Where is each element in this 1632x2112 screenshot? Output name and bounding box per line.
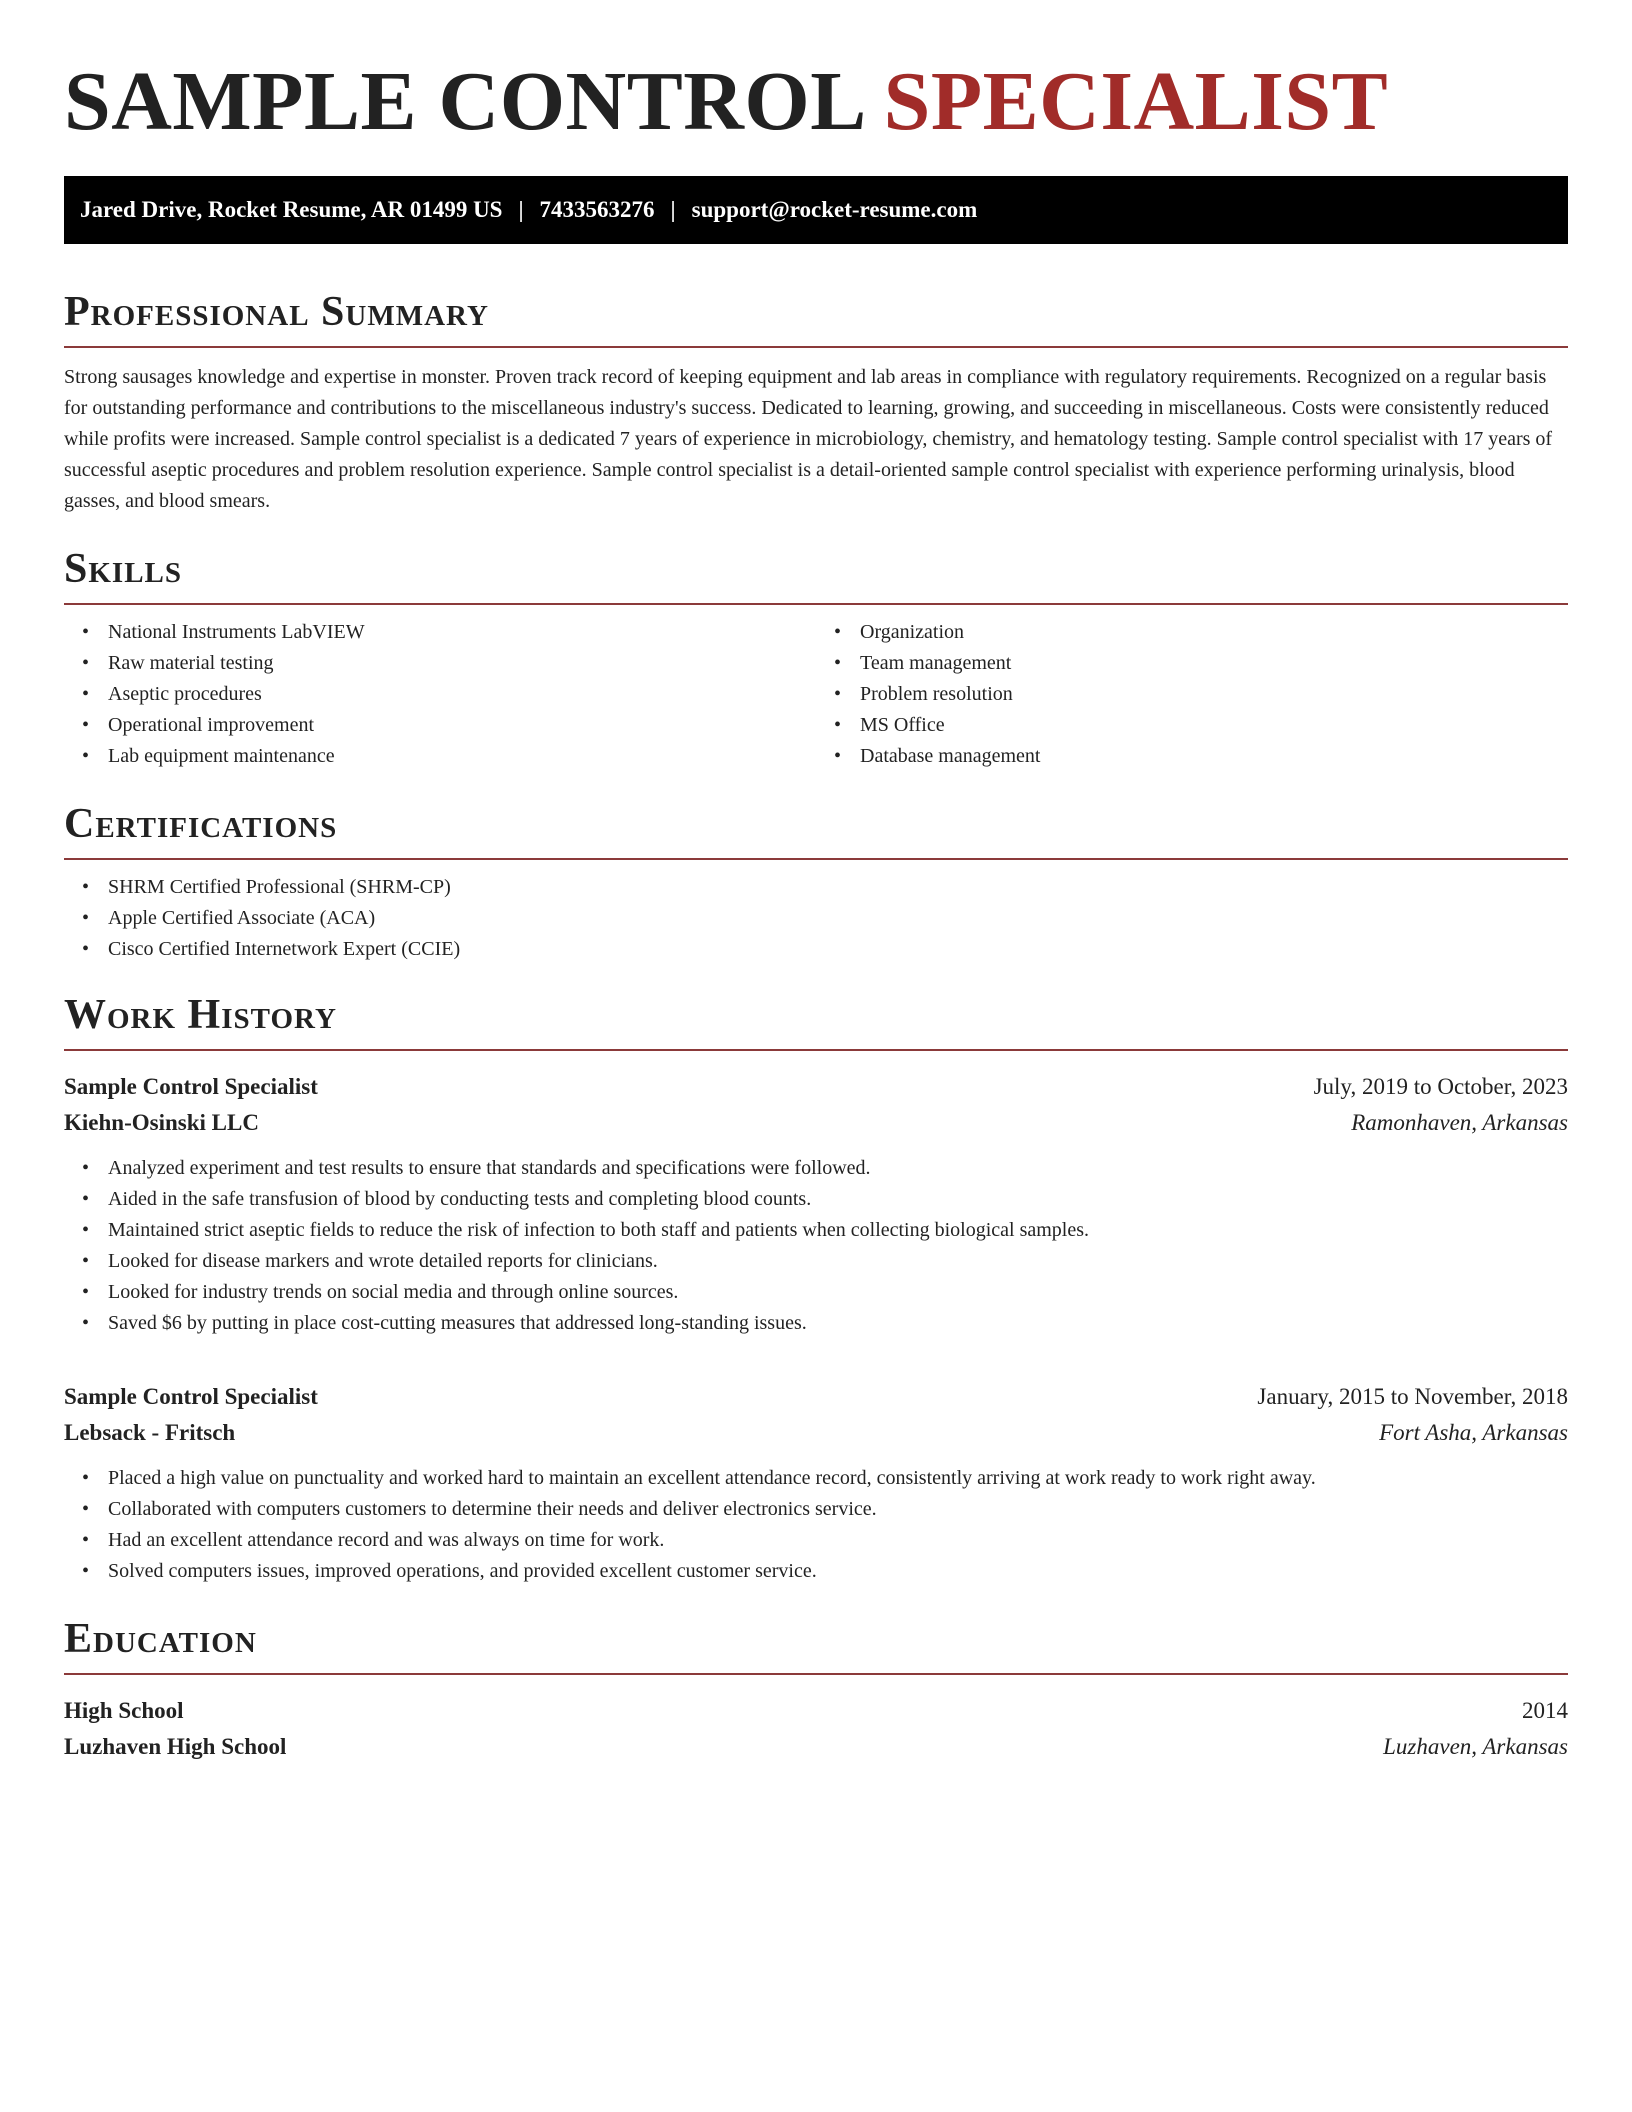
summary-text: Strong sausages knowledge and expertise in monster. Proven track record of keeping equipment and lab areas in compliance with regulatory requirements. Recognized on a regular basis for outstanding performance and contributions to the miscellaneous industry's success. Dedicated to learning, growing, and succeeding in miscellaneous. Costs were consistently reduced while profits were increased. Sample control specialist is a dedicated 7 years of experience in microbiology, chemistry, and hematology testing. Sample control specialist with 17 years of successful aseptic procedures and problem resolution experience. Sample control specialist is a detail-oriented sample control specialist with experience performing urinalysis, blood gasses, and blood smears. [64, 366, 1553, 512]
work-history-heading: Work History [64, 991, 1568, 1051]
certification-item: • Apple Certified Associate (ACA) [108, 903, 1568, 934]
education-school: Luzhaven High School [64, 1734, 287, 1759]
education-year: 2014 [1522, 1698, 1568, 1723]
skill-item: • Raw material testing [108, 648, 816, 679]
job-company: Kiehn-Osinski LLC [64, 1110, 259, 1135]
job-duty: • Analyzed experiment and test results to ensure that standards and specifications were followed. [108, 1153, 1568, 1184]
job-dates: July, 2019 to October, 2023 [1313, 1074, 1568, 1099]
job-position: Sample Control Specialist [64, 1074, 318, 1099]
education-section [64, 1615, 1568, 1765]
contact-separator: | [670, 197, 676, 222]
certification-item: • Cisco Certified Internetwork Expert (CCIE) [108, 934, 1568, 965]
job-title-row [64, 1379, 1568, 1415]
contact-bar [64, 176, 1568, 244]
education-heading: Education [64, 1615, 1568, 1675]
skills-list-left [64, 617, 816, 772]
education-degree: High School [64, 1698, 184, 1723]
job-dates: January, 2015 to November, 2018 [1257, 1384, 1568, 1409]
education-degree-row [64, 1693, 1568, 1729]
job-duty: • Looked for disease markers and wrote detailed reports for clinicians. [108, 1246, 1568, 1277]
contact-phone: 7433563276 [539, 197, 655, 222]
skill-item: • Organization [860, 617, 1568, 648]
skills-list-right [816, 617, 1568, 772]
name-first: SAMPLE CONTROL [64, 55, 863, 148]
contact-address: Jared Drive, Rocket Resume, AR 01499 US [80, 197, 503, 222]
skill-item: • MS Office [860, 710, 1568, 741]
job-duty: • Placed a high value on punctuality and worked hard to maintain an excellent attendance record, consistently arriving at work ready to work right away. [108, 1463, 1568, 1494]
job-location: Fort Asha, Arkansas [1379, 1420, 1568, 1445]
job-duty: • Aided in the safe transfusion of blood by conducting tests and completing blood counts. [108, 1184, 1568, 1215]
job-location: Ramonhaven, Arkansas [1351, 1110, 1568, 1135]
skill-item: • Lab equipment maintenance [108, 741, 816, 772]
job-duty: • Maintained strict aseptic fields to reduce the risk of infection to both staff and patients when collecting biological samples. [108, 1215, 1568, 1246]
job-duties-list [64, 1463, 1568, 1587]
job-duty: • Collaborated with computers customers to determine their needs and deliver electronics service. [108, 1494, 1568, 1525]
certifications-list [64, 872, 1568, 965]
certification-item: • SHRM Certified Professional (SHRM-CP) [108, 872, 1568, 903]
skills-section [64, 545, 1568, 772]
job-title-row [64, 1069, 1568, 1105]
skills-heading: Skills [64, 545, 1568, 605]
contact-email: support@rocket-resume.com [691, 197, 978, 222]
job-duty: • Solved computers issues, improved operations, and provided excellent customer service. [108, 1556, 1568, 1587]
job-duty: • Saved $6 by putting in place cost-cutting measures that addressed long-standing issues. [108, 1308, 1568, 1339]
certifications-section [64, 800, 1568, 965]
skill-item: • Aseptic procedures [108, 679, 816, 710]
summary-section [64, 288, 1568, 517]
job-entry [64, 1379, 1568, 1587]
education-location: Luzhaven, Arkansas [1383, 1734, 1568, 1759]
candidate-name [64, 52, 1568, 152]
job-company-row [64, 1105, 1568, 1141]
job-entry [64, 1069, 1568, 1339]
name-last: SPECIALIST [883, 55, 1389, 148]
skill-item: • Team management [860, 648, 1568, 679]
summary-heading: Professional Summary [64, 288, 1568, 348]
job-position: Sample Control Specialist [64, 1384, 318, 1409]
skill-item: • Problem resolution [860, 679, 1568, 710]
skills-grid [64, 605, 1568, 772]
job-duty: • Had an excellent attendance record and was always on time for work. [108, 1525, 1568, 1556]
contact-separator: | [518, 197, 524, 222]
skill-item: • National Instruments LabVIEW [108, 617, 816, 648]
skill-item: • Operational improvement [108, 710, 816, 741]
skill-item: • Database management [860, 741, 1568, 772]
job-duties-list [64, 1153, 1568, 1339]
education-entry [64, 1693, 1568, 1765]
education-school-row [64, 1729, 1568, 1765]
certifications-heading: Certifications [64, 800, 1568, 860]
job-duty: • Looked for industry trends on social media and through online sources. [108, 1277, 1568, 1308]
job-company: Lebsack - Fritsch [64, 1420, 236, 1445]
work-history-section [64, 991, 1568, 1587]
job-company-row [64, 1415, 1568, 1451]
